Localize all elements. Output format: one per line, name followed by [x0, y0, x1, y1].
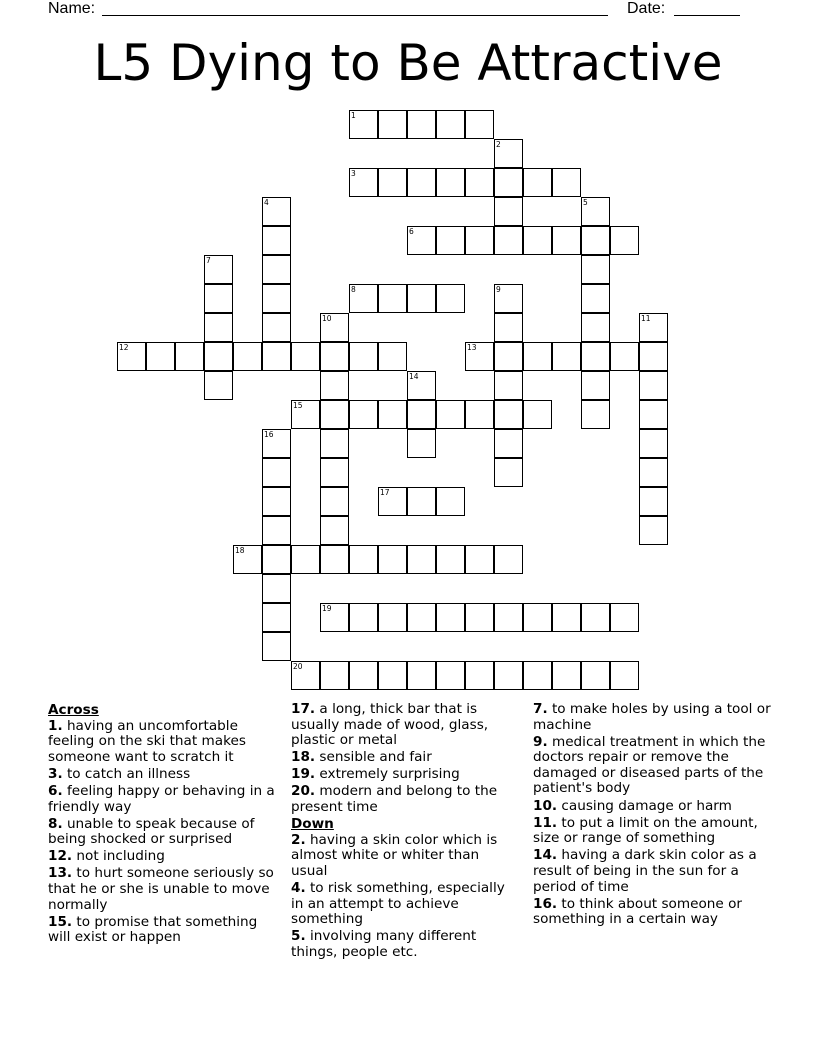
- grid-cell[interactable]: [494, 661, 523, 690]
- grid-cell[interactable]: [436, 284, 465, 313]
- clue-number: 19: [322, 604, 332, 613]
- grid-cell[interactable]: [349, 661, 378, 690]
- grid-cell[interactable]: [465, 400, 494, 429]
- grid-cell[interactable]: [204, 313, 233, 342]
- grid-cell[interactable]: [523, 226, 552, 255]
- grid-cell[interactable]: [581, 342, 610, 371]
- grid-cell[interactable]: [407, 603, 436, 632]
- grid-cell[interactable]: [639, 516, 668, 545]
- clue-item: [533, 702, 771, 733]
- clue-item: [291, 750, 516, 766]
- grid-cell[interactable]: [523, 342, 552, 371]
- grid-cell[interactable]: [204, 371, 233, 400]
- grid-cell[interactable]: [291, 545, 320, 574]
- grid-cell[interactable]: [610, 342, 639, 371]
- grid-cell[interactable]: [581, 226, 610, 255]
- clue-number-label: 16.: [533, 895, 558, 912]
- grid-cell[interactable]: [407, 429, 436, 458]
- clue-item: [291, 881, 516, 928]
- grid-cell[interactable]: [378, 661, 407, 690]
- clue-item: [48, 866, 278, 913]
- clue-number-label: 10.: [533, 797, 558, 814]
- clue-number-label: 14.: [533, 847, 558, 864]
- clue-item: [48, 719, 278, 766]
- clue-text: to catch an illness: [62, 765, 191, 782]
- clue-item: [48, 849, 278, 865]
- clue-number-label: 7.: [533, 701, 548, 717]
- clue-column-2: [291, 702, 516, 962]
- grid-cell[interactable]: [523, 603, 552, 632]
- grid-cell[interactable]: [436, 603, 465, 632]
- grid-cell[interactable]: [320, 429, 349, 458]
- down-heading: Down: [291, 816, 334, 833]
- clue-number: 4: [264, 198, 269, 207]
- grid-cell[interactable]: [262, 632, 291, 661]
- clue-number: 13: [467, 343, 477, 352]
- grid-cell[interactable]: [262, 487, 291, 516]
- grid-cell[interactable]: [465, 661, 494, 690]
- date-label: Date:: [627, 0, 666, 17]
- grid-cell[interactable]: [494, 458, 523, 487]
- across-heading: Across: [48, 702, 99, 718]
- grid-cell[interactable]: [320, 516, 349, 545]
- grid-cell[interactable]: [494, 429, 523, 458]
- clue-number: 5: [583, 198, 588, 207]
- grid-cell[interactable]: [610, 226, 639, 255]
- grid-cell[interactable]: [378, 342, 407, 371]
- grid-cell[interactable]: [494, 313, 523, 342]
- clue-number: 17: [380, 488, 390, 497]
- clue-text: sensible and fair: [315, 749, 432, 766]
- grid-cell[interactable]: [581, 603, 610, 632]
- clue-column-3: [533, 702, 771, 929]
- clue-item: [291, 702, 516, 749]
- clue-number-label: 11.: [533, 814, 558, 831]
- grid-cell[interactable]: [320, 458, 349, 487]
- grid-cell[interactable]: [320, 661, 349, 690]
- grid-cell[interactable]: [581, 371, 610, 400]
- grid-cell[interactable]: [494, 371, 523, 400]
- clue-item: [533, 816, 771, 847]
- grid-cell[interactable]: [552, 226, 581, 255]
- clue-number: 2: [496, 140, 501, 149]
- grid-cell[interactable]: [204, 342, 233, 371]
- clue-number: 16: [264, 430, 274, 439]
- grid-cell[interactable]: [436, 226, 465, 255]
- clue-text: causing damage or harm: [557, 797, 732, 814]
- clue-text: having a skin color which is almost white or whiter than usual: [291, 831, 498, 879]
- grid-cell[interactable]: [233, 342, 262, 371]
- clue-number-label: 1.: [48, 717, 63, 734]
- clue-text: having a dark skin color as a result of being in the sun for a period of time: [533, 847, 757, 895]
- clue-number: 3: [351, 169, 356, 178]
- grid-cell[interactable]: [581, 400, 610, 429]
- grid-cell[interactable]: [262, 545, 291, 574]
- grid-cell[interactable]: [262, 284, 291, 313]
- clue-text: not including: [72, 848, 165, 865]
- grid-cell[interactable]: [378, 603, 407, 632]
- clue-text: medical treatment in which the doctors repair or remove the damaged or diseased parts of the patient's body: [533, 733, 766, 797]
- clue-number: 8: [351, 285, 356, 294]
- clue-item: [48, 784, 278, 815]
- clue-text: to promise that something will exist or happen: [48, 913, 258, 946]
- clue-number-label: 13.: [48, 865, 73, 882]
- clue-text: to think about someone or something in a certain way: [533, 895, 742, 928]
- grid-cell[interactable]: [262, 313, 291, 342]
- clue-number: 11: [641, 314, 651, 323]
- grid-cell[interactable]: [407, 284, 436, 313]
- grid-cell[interactable]: [465, 110, 494, 139]
- clue-text: a long, thick bar that is usually made of wood, glass, plastic or metal: [291, 701, 489, 749]
- grid-cell[interactable]: [465, 545, 494, 574]
- clue-text: to make holes by using a tool or machine: [533, 701, 771, 733]
- grid-cell[interactable]: [349, 603, 378, 632]
- grid-cell[interactable]: [465, 168, 494, 197]
- grid-cell[interactable]: [552, 661, 581, 690]
- grid-cell[interactable]: [494, 226, 523, 255]
- grid-cell[interactable]: [436, 110, 465, 139]
- grid-cell[interactable]: [146, 342, 175, 371]
- down-clue-list: [291, 833, 516, 961]
- grid-cell[interactable]: [523, 400, 552, 429]
- grid-cell[interactable]: [378, 400, 407, 429]
- grid-cell[interactable]: [639, 400, 668, 429]
- clue-item: [533, 735, 771, 797]
- grid-cell[interactable]: [378, 110, 407, 139]
- grid-cell[interactable]: [378, 545, 407, 574]
- grid-cell[interactable]: [378, 168, 407, 197]
- grid-cell[interactable]: [581, 661, 610, 690]
- grid-cell[interactable]: [407, 110, 436, 139]
- grid-cell[interactable]: [494, 603, 523, 632]
- grid-cell[interactable]: [610, 661, 639, 690]
- clue-text: to put a limit on the amount, size or range of something: [533, 814, 758, 847]
- grid-cell[interactable]: [639, 487, 668, 516]
- grid-cell[interactable]: [581, 284, 610, 313]
- grid-cell[interactable]: [378, 284, 407, 313]
- grid-cell[interactable]: [349, 400, 378, 429]
- clue-number: 20: [293, 662, 303, 671]
- clue-text: to risk something, especially in an attempt to achieve something: [291, 880, 505, 928]
- clue-text: to hurt someone seriously so that he or she is unable to move normally: [48, 865, 274, 913]
- across-clue-list-continued: [291, 702, 516, 816]
- grid-cell[interactable]: [552, 168, 581, 197]
- clue-number-label: 15.: [48, 913, 73, 930]
- grid-cell[interactable]: [407, 400, 436, 429]
- grid-cell[interactable]: [349, 545, 378, 574]
- across-clue-list: [48, 719, 278, 946]
- clue-number-label: 5.: [291, 928, 306, 945]
- grid-cell[interactable]: [552, 342, 581, 371]
- clue-item: [533, 897, 771, 928]
- grid-cell[interactable]: [175, 342, 204, 371]
- clue-number: 1: [351, 111, 356, 120]
- grid-cell[interactable]: [349, 342, 378, 371]
- clue-number: 14: [409, 372, 419, 381]
- clue-text: modern and belong to the present time: [291, 783, 498, 816]
- grid-cell[interactable]: [552, 603, 581, 632]
- clue-number-label: 6.: [48, 782, 63, 799]
- grid-cell[interactable]: [262, 342, 291, 371]
- grid-cell[interactable]: [291, 342, 320, 371]
- name-label: Name:: [48, 0, 96, 17]
- clue-column-1: [48, 702, 278, 947]
- clue-number-label: 9.: [533, 733, 548, 750]
- grid-cell[interactable]: [523, 661, 552, 690]
- clue-number-label: 3.: [48, 765, 63, 782]
- grid-cell[interactable]: [407, 487, 436, 516]
- clue-number: 10: [322, 314, 332, 323]
- grid-cell[interactable]: [581, 313, 610, 342]
- clue-number-label: 12.: [48, 848, 73, 865]
- grid-cell[interactable]: [204, 284, 233, 313]
- grid-cell[interactable]: [407, 545, 436, 574]
- clue-text: involving many different things, people etc.: [291, 928, 477, 960]
- grid-cell[interactable]: [320, 342, 349, 371]
- grid-cell[interactable]: [407, 168, 436, 197]
- grid-cell[interactable]: [262, 458, 291, 487]
- grid-cell[interactable]: [262, 516, 291, 545]
- clue-item: [533, 799, 771, 815]
- clue-number: 6: [409, 227, 414, 236]
- grid-cell[interactable]: [465, 603, 494, 632]
- grid-cell[interactable]: [436, 400, 465, 429]
- grid-cell[interactable]: [610, 603, 639, 632]
- clue-item: [48, 767, 278, 783]
- grid-cell[interactable]: [494, 545, 523, 574]
- grid-cell[interactable]: [320, 371, 349, 400]
- down-clue-list-continued: [533, 702, 771, 928]
- grid-cell[interactable]: [262, 255, 291, 284]
- clue-item: [533, 848, 771, 895]
- grid-cell[interactable]: [494, 342, 523, 371]
- clue-number-label: 18.: [291, 749, 316, 766]
- grid-cell[interactable]: [320, 487, 349, 516]
- clue-text: unable to speak because of being shocked or surprised: [48, 815, 255, 848]
- clue-item: [291, 767, 516, 783]
- clue-item: [291, 929, 516, 960]
- grid-cell[interactable]: [436, 487, 465, 516]
- grid-cell[interactable]: [436, 168, 465, 197]
- clue-text: having an uncomfortable feeling on the ski that makes someone want to scratch it: [48, 717, 246, 765]
- clue-number-label: 2.: [291, 831, 306, 848]
- grid-cell[interactable]: [639, 429, 668, 458]
- grid-cell[interactable]: [639, 458, 668, 487]
- grid-cell[interactable]: [639, 342, 668, 371]
- clue-number: 15: [293, 401, 303, 410]
- clue-number-label: 20.: [291, 783, 316, 800]
- clue-number-label: 19.: [291, 766, 316, 783]
- clue-number-label: 17.: [291, 701, 316, 717]
- clue-number: 7: [206, 256, 211, 265]
- clue-text: extremely surprising: [315, 766, 460, 783]
- grid-cell[interactable]: [523, 168, 552, 197]
- grid-cell[interactable]: [262, 574, 291, 603]
- grid-cell[interactable]: [494, 400, 523, 429]
- clue-number: 9: [496, 285, 501, 294]
- clue-number-label: 8.: [48, 815, 63, 832]
- clue-text: feeling happy or behaving in a friendly way: [48, 782, 275, 815]
- grid-cell[interactable]: [262, 226, 291, 255]
- grid-cell[interactable]: [436, 545, 465, 574]
- grid-cell[interactable]: [494, 168, 523, 197]
- page-title: L5 Dying to Be Attractive: [93, 34, 723, 92]
- clue-item: [48, 817, 278, 848]
- grid-cell[interactable]: [407, 661, 436, 690]
- clue-number: 18: [235, 546, 245, 555]
- grid-cell[interactable]: [320, 545, 349, 574]
- grid-cell[interactable]: [494, 197, 523, 226]
- clue-item: [48, 915, 278, 946]
- grid-cell[interactable]: [436, 661, 465, 690]
- clue-item: [291, 833, 516, 880]
- clue-number: 12: [119, 343, 129, 352]
- clue-item: [291, 784, 516, 815]
- grid-cell[interactable]: [639, 371, 668, 400]
- clue-number-label: 4.: [291, 880, 306, 897]
- grid-cell[interactable]: [320, 400, 349, 429]
- grid-cell[interactable]: [581, 255, 610, 284]
- grid-cell[interactable]: [262, 603, 291, 632]
- grid-cell[interactable]: [465, 226, 494, 255]
